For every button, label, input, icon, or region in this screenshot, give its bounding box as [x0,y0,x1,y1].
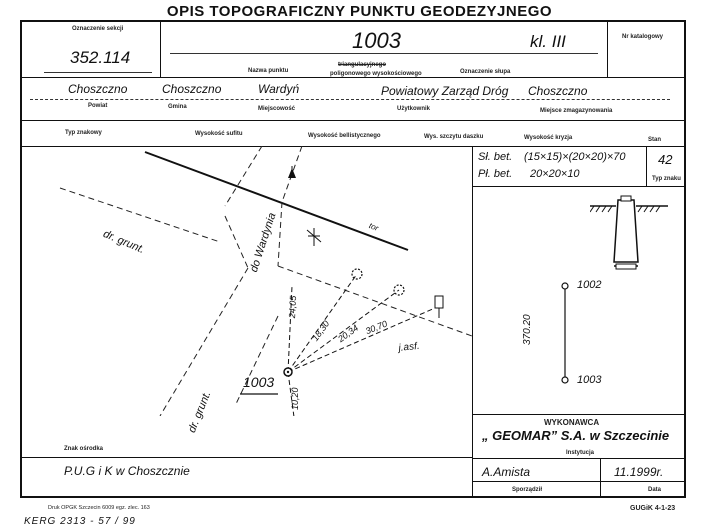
owner-label: Znak ośrodka [64,446,104,452]
point-type-struck: triangulacyjnego [338,62,387,68]
plate-value: 20×20×10 [530,168,580,180]
road-label: dr. grunt. [186,389,214,435]
distance-label: 24,05 [287,295,299,319]
divider [472,481,686,482]
distance-label: 30,70 [364,318,389,337]
sheet-value: 352.114 [70,48,131,67]
divider [472,146,473,498]
user-label: Użytkownik [397,106,431,112]
date-value: 11.1999r. [614,465,664,479]
point-underline [170,53,598,54]
distance-label: 18,30 [310,318,332,343]
column-label: Wysokość kryzja [524,135,573,141]
point-type: poligonowego wysokościowego [330,71,422,77]
owner-value: P.U.G i K w Choszcznie [64,464,190,478]
divider [472,414,686,415]
stone-label: Sł. bet. [478,151,513,163]
date-label: Data [648,487,662,493]
catalog-label: Nr katalogowy [622,34,664,40]
divider [20,120,686,121]
point-number: 1003 [352,28,401,53]
column-label: Wysokość sufitu [195,131,243,137]
contractor-value: „ GEOMAR” S.A. w Szczecinie [482,428,670,443]
document-title: OPIS TOPOGRAFICZNY PUNKTU GEODEZYJNEGO [166,3,553,20]
stone-value: (15×15)×(20×20)×70 [524,151,626,163]
commune-label: Gmina [168,104,187,110]
location-underline [30,99,670,100]
divider [472,186,686,187]
column-label: Wys. szczytu daszku [424,134,484,140]
district-label: Powiat [88,103,108,109]
storage-value: Choszczno [528,84,588,98]
divider [646,146,647,186]
plate-label: Pł. bet. [478,168,513,180]
author-value: A.Amista [482,465,531,479]
ref-distance: 370.20 [522,314,533,345]
divider [160,20,161,78]
road-label: dr. grunt. [101,228,147,257]
column-label: Wysokość bellistycznego [308,133,381,139]
storage-label: Miejsce zmagazynowania [540,108,613,114]
sheet-underline [44,72,152,73]
class-value: kl. III [530,32,566,51]
divider [472,458,686,459]
kerg-stamp: KERG 2313 - 57 / 99 [24,516,136,527]
ref-bottom: 1003 [577,374,602,386]
distance-label: 20,34 [336,322,361,345]
user-value: Powiatowy Zarząd Dróg [381,84,509,98]
distance-label: 10,20 [290,387,300,410]
point-label: 1003 [243,374,275,390]
number-value: 42 [658,152,673,167]
column-label: Stan [648,137,662,143]
divider [20,457,472,458]
asphalt-label: j.asf. [398,340,421,354]
locality-value: Wardyń [258,82,300,96]
divider [600,458,601,498]
divider [607,20,608,78]
road-label: do Wardynia [248,211,279,274]
sheet-label: Oznaczenie sekcji [72,26,124,32]
locality-label: Miejscowość [258,106,296,112]
institution-label: Instytucja [566,450,595,456]
form-code: GUGiK 4-1-23 [630,505,676,512]
print-note: Druk OPGK Szczecin 6009 egz. zlec. 163 [48,505,150,511]
author-label: Sporządził [512,487,543,493]
mark-label: Oznaczenie słupa [460,69,511,75]
district-value: Choszczno [68,82,128,96]
number-caption: Typ znaku [652,176,681,182]
contractor-title: WYKONAWCA [544,418,600,427]
rail-label: tor [367,221,380,233]
divider [685,124,686,146]
column-label: Typ znakowy [65,130,102,136]
divider [20,77,686,78]
marker-cross-section [590,192,680,274]
ref-top: 1002 [577,279,602,291]
commune-value: Choszczno [162,82,222,96]
point-name-label: Nazwa punktu [248,68,289,74]
